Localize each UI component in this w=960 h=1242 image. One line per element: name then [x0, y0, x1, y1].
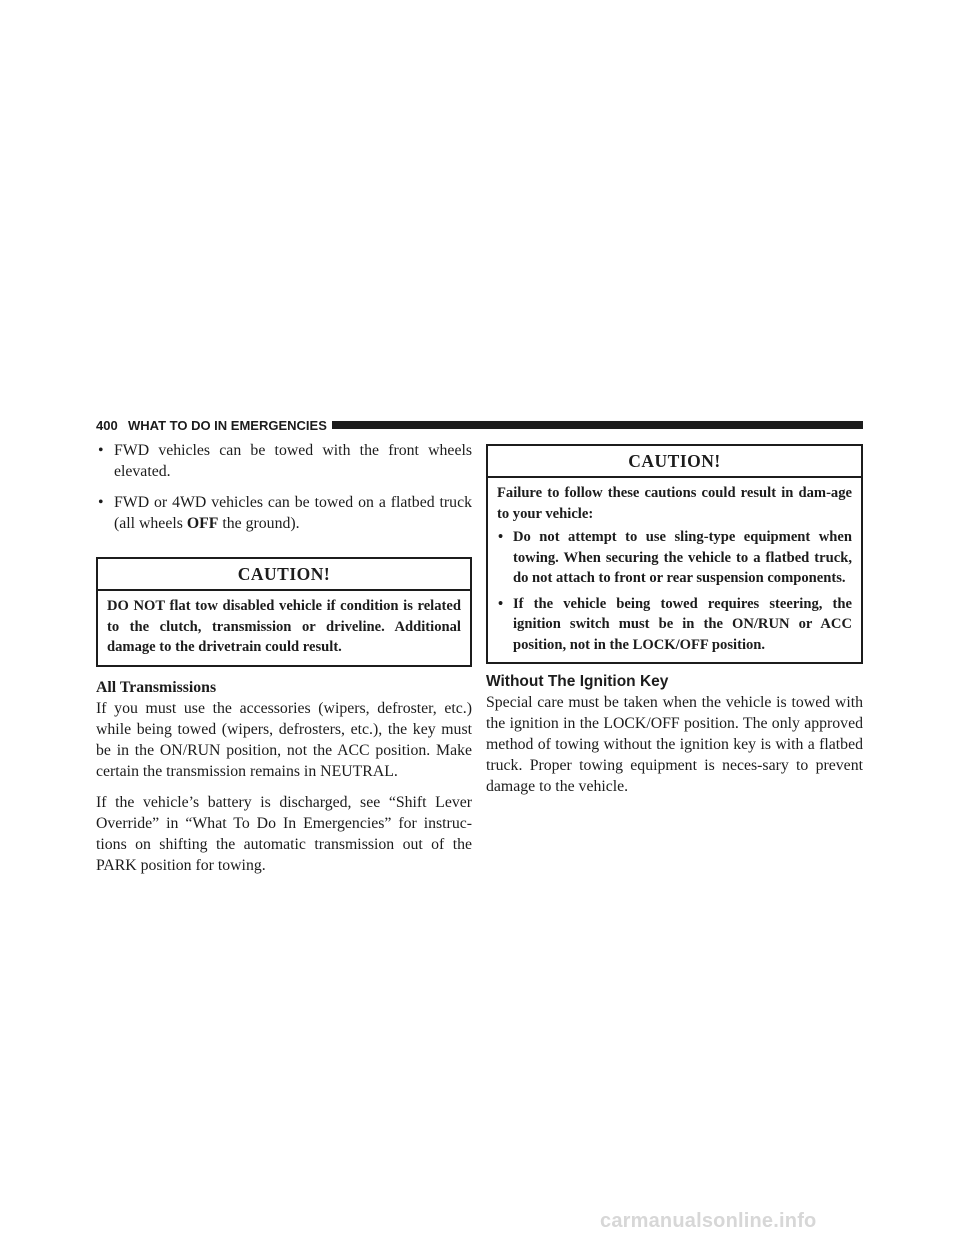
list-item-text: FWD vehicles can be towed with the front wheels elevated. — [114, 442, 472, 480]
section-heading: Without The Ignition Key — [486, 673, 669, 690]
list-item — [96, 492, 472, 534]
right-column — [486, 440, 863, 797]
subheading: All Transmissions — [96, 678, 217, 696]
caution-title: CAUTION! — [98, 559, 470, 591]
caution-list-item-text: Do not attempt to use sling-type equipment when towing. When securing the vehicle to a flatbed truck, do not attach to front or rear suspension components. — [513, 529, 852, 586]
list-item-text: FWD or 4WD vehicles can be towed on a flatbed truck (all wheels — [114, 494, 472, 532]
caution-intro: Failure to follow these cautions could result in dam-age to your vehicle: — [497, 485, 852, 522]
paragraph: If the vehicle’s battery is discharged, see “Shift Lever Override” in “What To Do In Emergencies” for instruc-tions on shifting the automatic transmission out of the PARK position for towing. — [96, 793, 472, 874]
caution-text: DO NOT flat tow disabled vehicle if condition is related to the clutch, transmission or driveline. Additional damage to the drivetrain could result. — [107, 598, 461, 655]
paragraph: If you must use the accessories (wipers, defroster, etc.) while being towed (wipers, defrosters, etc.), the key must be in the ON/RUN position, not the ACC position. Make certain the transmission remains in NEUTRAL. — [96, 699, 472, 780]
header-rule — [332, 421, 863, 429]
bullet-icon: • — [498, 595, 504, 612]
paragraph: Special care must be taken when the vehicle is towed with the ignition in the LOCK/OFF position. The only approved method of towing without the ignition key is with a flatbed truck. Proper towing equipment is neces-sary to prevent damage to the vehicle. — [486, 694, 863, 795]
bullet-icon: • — [98, 442, 104, 459]
watermark: carmanualsonline.info — [600, 1210, 817, 1232]
caution-title: CAUTION! — [488, 446, 861, 478]
page-header — [96, 418, 863, 434]
caution-list-item — [497, 594, 852, 656]
caution-box — [96, 557, 472, 667]
list-item-text-end: the ground). — [218, 515, 300, 532]
caution-list-item — [497, 527, 852, 589]
list-item — [96, 440, 472, 482]
caution-list-item-text: If the vehicle being towed requires steering, the ignition switch must be in the ON/RUN or ACC position, not in the LOCK/OFF position. — [513, 595, 852, 653]
caution-content — [488, 478, 861, 662]
bullet-icon: • — [498, 529, 504, 545]
emphasis-off: OFF — [186, 515, 219, 532]
caution-box — [486, 444, 863, 664]
left-column — [96, 440, 472, 876]
bullet-icon: • — [98, 494, 104, 511]
page-number: 400 — [96, 418, 118, 433]
section-title: WHAT TO DO IN EMERGENCIES — [128, 418, 327, 433]
